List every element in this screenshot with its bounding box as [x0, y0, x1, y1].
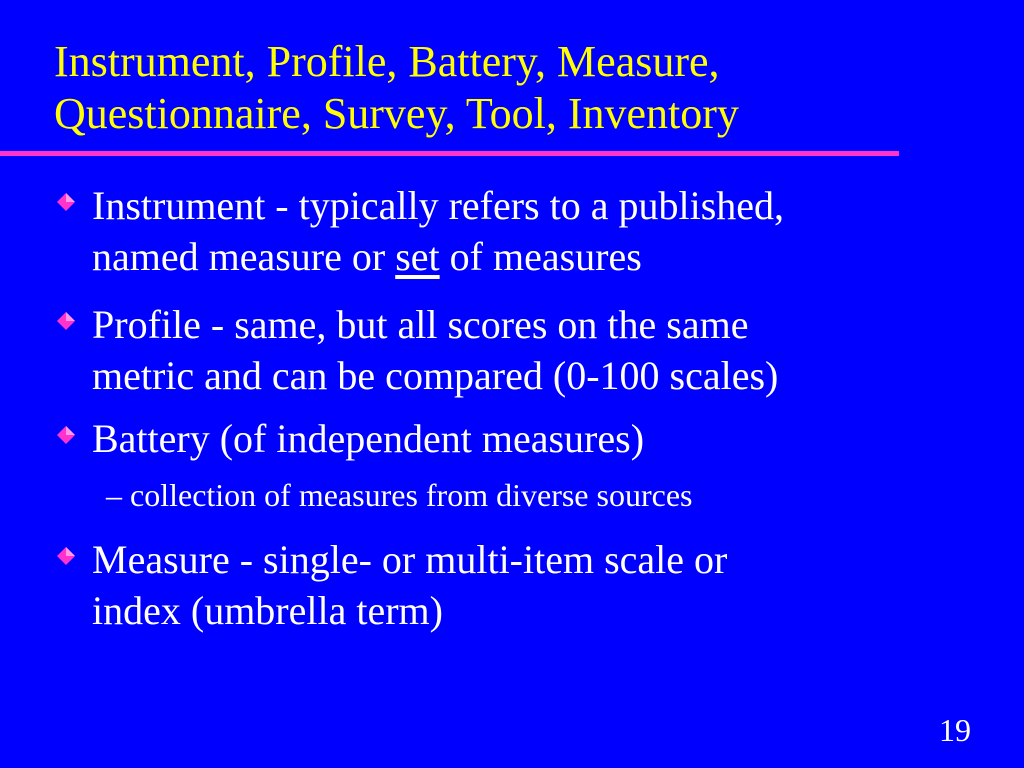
bullet-item-line: metric and can be compared (0-100 scales)	[92, 353, 779, 398]
page-number: 19	[939, 712, 971, 748]
bullet-item-line: index (umbrella term)	[92, 588, 443, 633]
underlined-word: set	[395, 234, 440, 279]
title-line-1: Instrument, Profile, Battery, Measure,	[54, 37, 720, 86]
title-line-2: Questionnaire, Survey, Tool, Inventory	[54, 89, 739, 138]
bullet-item-line	[92, 231, 992, 282]
sub-bullet-item: – collection of measures from diverse sources	[106, 477, 693, 513]
bullet-item-measure	[92, 534, 992, 636]
bullet-item-line: Instrument - typically refers to a published,	[92, 183, 785, 228]
title-divider	[0, 151, 899, 156]
diamond-bullet-icon	[56, 192, 76, 212]
bullet-item-line: Measure - single- or multi-item scale or	[92, 537, 728, 582]
bullet-item-instrument	[92, 180, 992, 282]
text-segment: named measure or	[92, 234, 396, 279]
slide-title	[54, 36, 954, 140]
bullet-item-line: Battery (of independent measures)	[92, 416, 645, 461]
bullet-item-profile	[92, 299, 992, 401]
diamond-bullet-icon	[56, 425, 76, 445]
text-segment: of measures	[439, 234, 642, 279]
diamond-bullet-icon	[56, 546, 76, 566]
diamond-bullet-icon	[56, 311, 76, 331]
bullet-item-battery	[92, 413, 992, 464]
bullet-item-line: Profile - same, but all scores on the same	[92, 302, 749, 347]
